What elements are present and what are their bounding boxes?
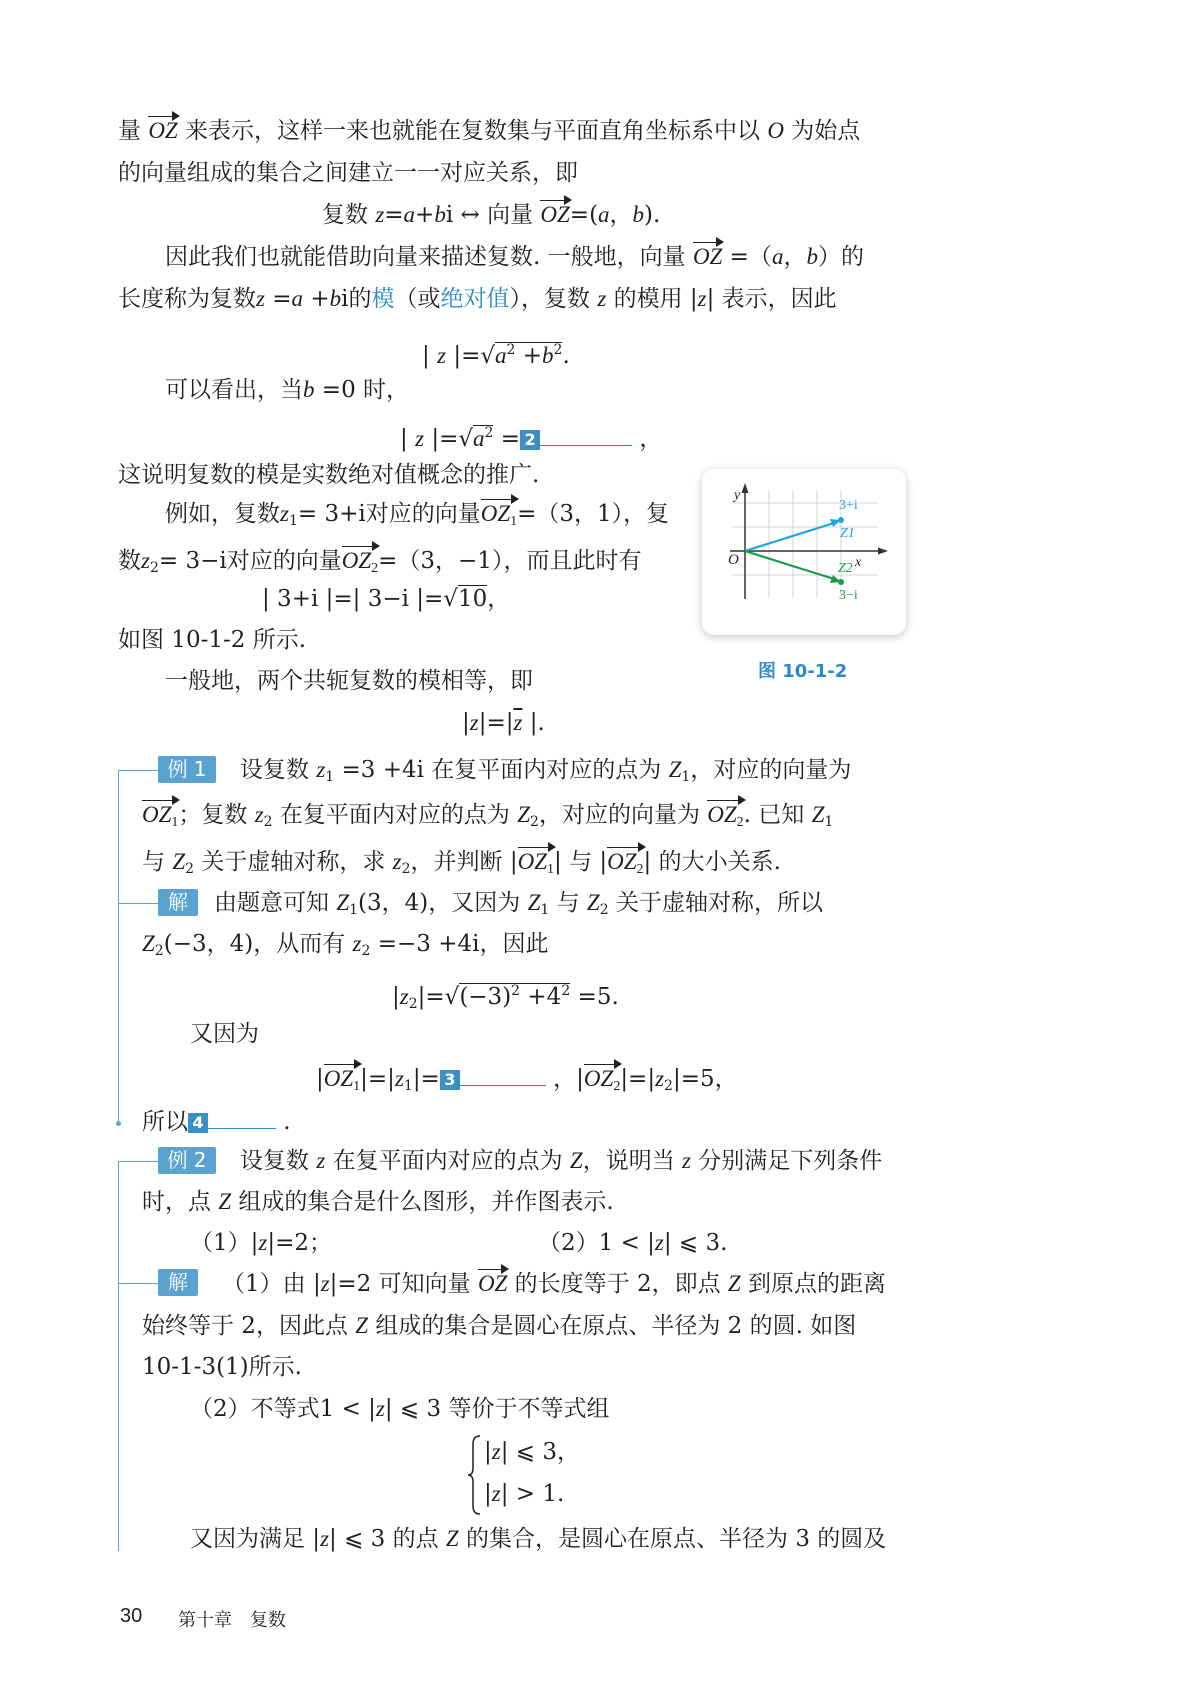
text-line: （2）不等式1 < |z| ⩽ 3 等价于不等式组 xyxy=(190,1396,610,1422)
text-fragment: 关于虚轴对称，求 xyxy=(201,849,386,875)
text-fragment: 对应的向量 xyxy=(226,548,342,574)
text-fragment: 的大小关系. xyxy=(658,849,781,875)
text-fragment: 组成的集合是什么图形，并作图表示. xyxy=(238,1189,614,1215)
text-line: 可以看出，当b =0 时， xyxy=(165,377,410,403)
text-line: （1）由 |z|=2 可知向量 OZ 的长度等于 2，即点 Z 到原点的距离 xyxy=(222,1271,887,1297)
text-fragment: 的模用 xyxy=(613,286,683,312)
solution-1-connector xyxy=(118,903,158,904)
text-fragment: 可知向量 xyxy=(378,1271,471,1297)
text-fragment: （1） xyxy=(190,1230,251,1256)
text-line: $Z_2(-3$，4)，从而有 $z_2 =-3 +4i$，因此 xyxy=(142,931,549,959)
text-fragment: 与 xyxy=(569,849,593,875)
text-fragment: 长度称为复数 xyxy=(118,286,256,312)
text-fragment: 设复数 xyxy=(240,1148,309,1174)
text-fragment: 的点 xyxy=(392,1526,439,1552)
fill-blank-4[interactable] xyxy=(208,1106,276,1129)
math-o: O xyxy=(767,118,784,143)
formula-line: | 3+i |=| 3−i |=√10， xyxy=(262,586,511,612)
vector-oz1: $OZ_1$ xyxy=(142,800,178,838)
text-fragment: 的长度等于 2，即点 xyxy=(514,1271,721,1297)
text-fragment: 在复平面内对应的点为 xyxy=(332,1148,563,1174)
text-fragment: 一般地，两个共轭复数的模相等，即 xyxy=(165,668,533,694)
formula-line: | z $|=√a^2 = 2$ ， xyxy=(400,425,663,452)
text-fragment: 的 xyxy=(348,286,372,312)
vector-oz: OZ xyxy=(540,200,569,230)
vector-oz1: $OZ_1$ xyxy=(324,1064,360,1102)
fill-blank-3[interactable] xyxy=(460,1063,546,1086)
example-1-rail xyxy=(118,770,119,1124)
text-fragment: 组成的集合是圆心在原点、半径为 2 的圆. 如图 xyxy=(375,1313,857,1339)
text-line: （1）|z|=2； xyxy=(190,1230,332,1256)
text-fragment: 与 xyxy=(142,849,165,875)
point-z2-value: 3−i xyxy=(839,588,858,603)
text-fragment: （1）由 xyxy=(222,1271,306,1297)
formula-line: $|z_2|=√(-3)^2 +4^2 =5$. xyxy=(392,983,619,1012)
text-line: 又因为满足 |z| ⩽ 3 的点 Z 的集合，是圆心在原点、半径为 3 的圆及 xyxy=(190,1526,887,1552)
formula-line: |z| > 1. xyxy=(484,1481,565,1507)
text-line: 设复数 $z_1 =3 +4i$ 在复平面内对应的点为 $Z_1$，对应的向量为 xyxy=(240,757,852,785)
text-fragment: 又因为 xyxy=(190,1021,259,1047)
text-line: 始终等于 2，因此点 Z 组成的集合是圆心在原点、半径为 2 的圆. 如图 xyxy=(142,1313,857,1339)
brace-icon xyxy=(466,1434,482,1516)
text-fragment: （2）不等式 xyxy=(190,1396,320,1422)
text-fragment: 的 xyxy=(840,244,864,270)
text-fragment: 复数 xyxy=(322,202,368,228)
solution-2-connector xyxy=(118,1283,158,1284)
text-fragment: 时，点 xyxy=(142,1189,211,1215)
text-fragment: 表示，因此 xyxy=(721,286,837,312)
text-fragment: （2） xyxy=(538,1230,599,1256)
text-fragment: ，说明当 xyxy=(582,1148,675,1174)
axis-x-label: x xyxy=(855,555,862,570)
text-line xyxy=(190,1019,259,1049)
text-fragment: 又因为满足 xyxy=(190,1526,305,1552)
text-fragment: 这说明复数的模是实数绝对值概念的推广. xyxy=(118,462,540,488)
vector-oz2: $OZ_2$ xyxy=(342,546,378,584)
text-line xyxy=(142,1352,302,1382)
text-fragment: 向量 xyxy=(487,202,534,228)
text-fragment: 关于虚轴对称，所以 xyxy=(615,890,823,916)
text-fragment: ，又因为 xyxy=(428,890,521,916)
blank-number-badge: 3 xyxy=(440,1070,460,1090)
text-fragment: 在复平面内对应的点为 xyxy=(279,802,510,828)
text-fragment: 与 xyxy=(556,890,580,916)
point-z1-value: 3+i xyxy=(839,498,858,513)
formula-line: 复数 z=a+bi ↔ 向量 OZ=(a，b). xyxy=(322,202,661,228)
text-fragment: 所以 xyxy=(142,1109,188,1135)
rail-end-dot xyxy=(116,1121,121,1126)
blank-number-badge: 4 xyxy=(188,1113,208,1133)
term-modulus: 模 xyxy=(371,286,395,312)
example-2-tag: 例 2 xyxy=(158,1147,216,1174)
vector-oz: OZ xyxy=(148,116,177,146)
solution-1-tag: 解 xyxy=(158,889,198,916)
vector-oz1: $OZ_1$ xyxy=(518,847,554,885)
blank-number-badge: 2 xyxy=(520,430,540,450)
point-z2-name: Z2 xyxy=(838,561,853,576)
fill-blank-2[interactable] xyxy=(540,423,632,446)
vector-oz: OZ xyxy=(693,242,722,272)
solution-2-tag: 解 xyxy=(158,1269,198,1296)
text-fragment: 对应的向量 xyxy=(365,501,481,527)
text-fragment: ，因此 xyxy=(479,931,549,957)
text-fragment: 的集合，是圆心在原点、半径为 3 的圆及 xyxy=(466,1526,887,1552)
text-fragment: 等价于不等式组 xyxy=(448,1396,610,1422)
figure-10-1-2 xyxy=(702,469,906,635)
origin-label: O xyxy=(728,552,739,568)
text-line: 因此我们也就能借助向量来描述复数. 一般地，向量 OZ =（a，b）的 xyxy=(165,244,864,270)
text-fragment: 到原点的距离 xyxy=(748,1271,887,1297)
text-line: 所以 4 . xyxy=(142,1106,291,1137)
example-1-tag: 例 1 xyxy=(158,756,216,783)
text-fragment: 分别满足下列条件 xyxy=(698,1148,883,1174)
example-1-connector xyxy=(118,770,158,771)
text-line: 设复数 z 在复平面内对应的点为 Z，说明当 z 分别满足下列条件 xyxy=(240,1148,883,1174)
text-fragment: ，而且此时有 xyxy=(503,548,642,574)
vector-oz2: $OZ_2$ xyxy=(584,1064,620,1102)
text-line: $OZ_1$；复数 $z_2$ 在复平面内对应的点为 $Z_2$，对应的向量为 $OZ_2$. 已知 $Z_1$ xyxy=(142,800,833,838)
text-fragment: 因此我们也就能借助向量来描述复数. 一般地，向量 xyxy=(165,244,686,270)
point-z1-name: Z1 xyxy=(840,526,855,541)
text-fragment: 来表示，这样一来也就能在复数集与平面直角坐标系中以 xyxy=(185,118,761,144)
text-line: 长度称为复数z =a +bi的模（或绝对值），复数 z 的模用 |z| 表示，因此 xyxy=(118,286,837,312)
text-line: 例如，复数$z_1= 3+i$对应的向量$OZ_1=(3$，1），复 xyxy=(165,499,669,537)
text-line: （2）1 < |z| ⩽ 3. xyxy=(538,1230,728,1256)
figure-caption: 图 10-1-2 xyxy=(758,661,848,682)
text-fragment: ；复数 xyxy=(178,802,248,828)
text-line xyxy=(118,460,539,490)
page-number: 30 xyxy=(120,1605,143,1627)
vector-oz2: $OZ_2$ xyxy=(607,847,643,885)
text-line: 数$z_2= 3-i$对应的向量$OZ_2=(3$，−1），而且此时有 xyxy=(118,546,641,584)
term-absolute-value: 绝对值 xyxy=(440,286,510,312)
text-line xyxy=(118,625,306,655)
text-fragment: （或 xyxy=(394,286,441,312)
text-fragment: . 已知 xyxy=(743,802,805,828)
formula-line: $|OZ_1|=|z_1|= 3$ ，$|OZ_2|=|z_2|=5$， xyxy=(316,1063,738,1102)
text-fragment: 由题意可知 xyxy=(214,890,329,916)
text-fragment: ，对应的向量为 xyxy=(690,757,852,783)
axis-y-label: y xyxy=(734,488,741,503)
text-fragment: ，复 xyxy=(623,501,670,527)
text-fragment: 的向量组成的集合之间建立一一对应关系，即 xyxy=(118,160,578,186)
text-fragment: 数 xyxy=(118,548,141,574)
text-fragment: 如图 10-1-2 所示. xyxy=(118,627,307,653)
text-line: 由题意可知 $Z_1(3$，4)，又因为 $Z_1$ 与 $Z_2$ 关于虚轴对称，所以 xyxy=(214,890,823,918)
text-line: 时，点 Z 组成的集合是什么图形，并作图表示. xyxy=(142,1189,614,1215)
chapter-title: 第十章 复数 xyxy=(178,1610,286,1631)
text-fragment: 在复平面内对应的点为 xyxy=(431,757,662,783)
text-fragment: 可以看出，当 xyxy=(165,377,303,403)
text-fragment: ，并判断 xyxy=(410,849,503,875)
text-fragment: 量 xyxy=(118,118,141,144)
text-fragment: 10-1-3(1)所示. xyxy=(142,1354,302,1380)
text-line xyxy=(118,158,578,188)
text-fragment: ），复数 xyxy=(509,286,590,312)
text-fragment: 时， xyxy=(363,377,410,403)
text-fragment: 为始点 xyxy=(791,118,861,144)
vector-oz2: $OZ_2$ xyxy=(707,800,743,838)
example-2-rail xyxy=(118,1161,119,1551)
text-fragment: ，对应的向量为 xyxy=(538,802,700,828)
formula-line: $|z|=|\overline{z}$ |. xyxy=(462,710,545,736)
text-fragment: 例如，复数 xyxy=(165,501,280,527)
formula-line: |z| ⩽ 3， xyxy=(484,1439,580,1465)
vector-oz1: $OZ_1$ xyxy=(481,499,517,537)
text-line: 与 $Z_2$ 关于虚轴对称，求 $z_2$，并判断 $|OZ_1|$ 与 $|OZ_2|$ 的大小关系. xyxy=(142,847,781,885)
text-fragment: 设复数 xyxy=(240,757,309,783)
vector-oz: OZ xyxy=(478,1269,507,1299)
complex-plane-diagram xyxy=(702,469,906,635)
text-line xyxy=(118,116,860,146)
text-line xyxy=(165,666,533,696)
example-2-connector xyxy=(118,1161,158,1162)
formula-line: | z $|=√a^2 +b^2$. xyxy=(422,342,570,369)
text-fragment: 始终等于 2，因此点 xyxy=(142,1313,348,1339)
text-fragment: ，从而有 xyxy=(253,931,346,957)
